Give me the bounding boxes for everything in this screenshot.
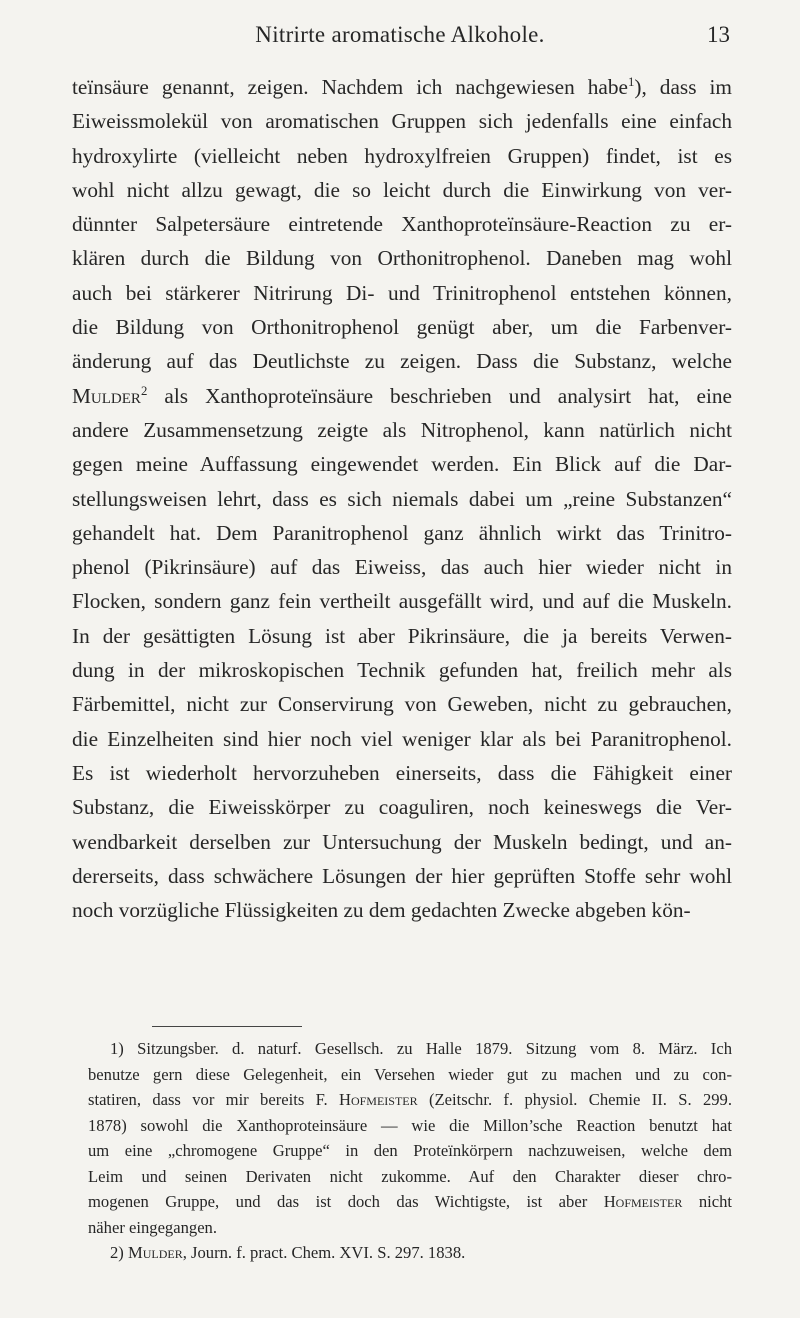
footnote-line: Leim und seinen Derivaten nicht zukomme. Auf den Charakter dieser chro-	[88, 1166, 732, 1186]
text-line: gegen meine Auffassung eingewendet werden. Ein Blick auf die Dar-	[72, 452, 732, 477]
page-number: 13	[707, 22, 730, 47]
text-line: Färbemittel, nicht zur Conservirung von Geweben, nicht zu gebrauchen,	[72, 692, 732, 717]
text-line: änderung auf das Deutlichste zu zeigen. Dass die Substanz, welche	[72, 349, 732, 374]
text-line: noch vorzügliche Flüssigkeiten zu dem gedachten Zwecke abgeben kön-	[72, 898, 691, 923]
author-name: Hofmeister	[338, 1090, 418, 1109]
text-line: In der gesättigten Lösung ist aber Pikrinsäure, die ja bereits Verwen-	[72, 623, 732, 648]
running-title: Nitrirte aromatische Alkohole.	[255, 22, 545, 47]
footnote-line: statiren, dass vor mir bereits F. Hofmeister (Zeitschr. f. physiol. Chemie II. S. 299.	[88, 1090, 732, 1109]
text-line: stellungsweisen lehrt, dass es sich niemals dabei um „reine Substanzen“	[72, 486, 732, 511]
footnote-line: benutze gern diese Gelegenheit, ein Versehen wieder gut zu machen und zu con-	[88, 1064, 732, 1084]
footnote-rule	[152, 1026, 302, 1027]
footnote-ref: 1	[627, 74, 635, 89]
text-line: gehandelt hat. Dem Paranitrophenol ganz ähnlich wirkt das Trinitro-	[72, 520, 732, 545]
text-line: wendbarkeit derselben zur Untersuchung der Muskeln bedingt, und an-	[72, 829, 732, 854]
page-header	[0, 22, 800, 58]
footnote-line: 1) Sitzungsber. d. naturf. Gesellsch. zu Halle 1879. Sitzung vom 8. März. Ich	[110, 1039, 732, 1058]
footnote-ref: 2	[140, 383, 148, 398]
body-text	[72, 70, 732, 927]
text-line: teïnsäure genannt, zeigen. Nachdem ich nachgewiesen habe$^1$), dass im	[72, 74, 732, 99]
text-line: dung in der mikroskopischen Technik gefunden hat, freilich mehr als	[72, 658, 732, 683]
text-line: auch bei stärkerer Nitrirung Di- und Trinitrophenol entstehen können,	[72, 280, 732, 305]
text-line: Substanz, die Eiweisskörper zu coaguliren, noch keineswegs die Ver-	[72, 795, 732, 820]
footnote-line: 2) Mulder, Journ. f. pract. Chem. XVI. S. 297. 1838.	[110, 1243, 466, 1262]
author-name: Mulder	[72, 383, 141, 408]
text-line: die Einzelheiten sind hier noch viel weniger klar als bei Paranitrophenol.	[72, 726, 732, 751]
author-name: Hofmeister	[603, 1192, 683, 1211]
text-line: die Bildung von Orthonitrophenol genügt aber, um die Farbenver-	[72, 315, 732, 340]
text-line: klären durch die Bildung von Orthonitrophenol. Daneben mag wohl	[72, 246, 732, 271]
text-line: Es ist wiederholt hervorzuheben einerseits, dass die Fähigkeit einer	[72, 760, 732, 785]
footnote-line: 1878) sowohl die Xanthoproteinsäure — wie die Millon’sche Reaction benutzt hat	[88, 1115, 732, 1135]
text-line: hydroxylirte (vielleicht neben hydroxylfreien Gruppen) findet, ist es	[72, 143, 732, 168]
text-line: Eiweissmolekül von aromatischen Gruppen sich jedenfalls eine einfach	[72, 109, 732, 134]
text-line: Mulder$^2$ als Xanthoproteïnsäure beschrieben und analysirt hat, eine	[72, 383, 732, 408]
footnotes	[88, 1036, 732, 1266]
author-name: Mulder	[127, 1243, 183, 1262]
text-line: Flocken, sondern ganz fein vertheilt ausgefällt wird, und auf die Muskeln.	[72, 589, 732, 614]
footnote-line: näher eingegangen.	[88, 1217, 217, 1237]
footnote-line: mogenen Gruppe, und das ist doch das Wichtigste, ist aber Hofmeister nicht	[88, 1192, 732, 1211]
text-line: andere Zusammensetzung zeigte als Nitrophenol, kann natürlich nicht	[72, 417, 732, 442]
text-line: dünnter Salpetersäure eintretende Xanthoproteïnsäure-Reaction zu er-	[72, 212, 732, 237]
text-line: dererseits, dass schwächere Lösungen der hier geprüften Stoffe sehr wohl	[72, 863, 732, 888]
text-line: wohl nicht allzu gewagt, die so leicht durch die Einwirkung von ver-	[72, 177, 732, 202]
footnote-line: um eine „chromogene Gruppe“ in den Proteïnkörpern nachzuweisen, welche dem	[88, 1141, 732, 1160]
text-line: phenol (Pikrinsäure) auf das Eiweiss, das auch hier wieder nicht in	[72, 555, 732, 580]
